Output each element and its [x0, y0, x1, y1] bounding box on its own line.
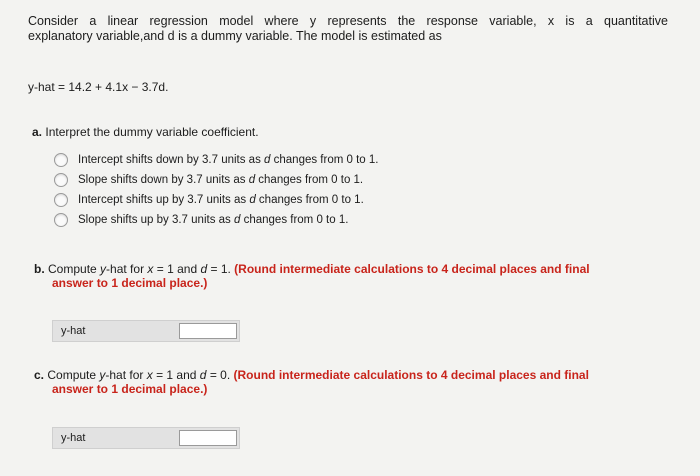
- part-b-answer-input[interactable]: [179, 323, 237, 339]
- intro-word: quantitative: [604, 14, 668, 28]
- radio-button[interactable]: [54, 173, 68, 187]
- rounding-note: (Round intermediate calculations to 4 decimal places and final: [233, 368, 589, 382]
- intro-word: variable,: [489, 14, 537, 28]
- rounding-note-cont: answer to 1 decimal place.): [52, 382, 208, 396]
- intro-word: a: [89, 14, 97, 28]
- intro-word: where: [264, 14, 299, 28]
- option-slope-up[interactable]: [54, 210, 378, 230]
- option-label: Slope shifts down by 3.7 units as d changes from 0 to 1.: [78, 174, 364, 186]
- part-a-text: Interpret the dummy variable coefficient.: [45, 125, 259, 139]
- regression-equation: y-hat = 14.2 + 4.1x − 3.7d.: [28, 80, 169, 94]
- answer-label: y-hat: [61, 432, 86, 444]
- part-c-question: c. Compute y-hat for x = 1 and d = 0. (Round intermediate calculations to 4 decimal places and final answer to 1 decimal place.): [34, 368, 589, 396]
- radio-button[interactable]: [54, 213, 68, 227]
- part-a-question: [32, 125, 259, 139]
- option-label: Slope shifts up by 3.7 units as d changes from 0 to 1.: [78, 214, 349, 226]
- answer-label: y-hat: [61, 325, 86, 337]
- part-b-letter: b.: [34, 262, 45, 276]
- intro-word: model: [219, 14, 254, 28]
- intro-word: y: [309, 14, 317, 28]
- intro-line-1: [28, 14, 668, 29]
- part-a-options: [54, 150, 378, 230]
- part-c-letter: c.: [34, 368, 45, 382]
- option-label: Intercept shifts down by 3.7 units as d changes from 0 to 1.: [78, 154, 379, 166]
- intro-word: regression: [149, 14, 208, 28]
- part-c-answer-row: [52, 427, 240, 449]
- intro-word: linear: [107, 14, 139, 28]
- intro-word: represents: [327, 14, 387, 28]
- intro-word: response: [426, 14, 478, 28]
- intro-word: a: [585, 14, 593, 28]
- option-intercept-down[interactable]: [54, 150, 378, 170]
- radio-button[interactable]: [54, 153, 68, 167]
- part-a-letter: a.: [32, 125, 43, 139]
- intro-word: the: [397, 14, 416, 28]
- intro-word: is: [565, 14, 575, 28]
- problem-intro: [28, 14, 668, 44]
- rounding-note-cont: answer to 1 decimal place.): [52, 276, 208, 290]
- option-intercept-up[interactable]: [54, 190, 378, 210]
- rounding-note: (Round intermediate calculations to 4 decimal places and final: [234, 262, 590, 276]
- intro-word: x: [547, 14, 555, 28]
- intro-line-2: explanatory variable,and d is a dummy variable. The model is estimated as: [28, 29, 442, 43]
- intro-word: Consider: [28, 14, 79, 28]
- part-b-question: b. Compute y-hat for x = 1 and d = 1. (Round intermediate calculations to 4 decimal places and final answer to 1 decimal place.): [34, 262, 590, 290]
- option-label: Intercept shifts up by 3.7 units as d changes from 0 to 1.: [78, 194, 364, 206]
- option-slope-down[interactable]: [54, 170, 378, 190]
- part-b-answer-row: [52, 320, 240, 342]
- radio-button[interactable]: [54, 193, 68, 207]
- part-c-answer-input[interactable]: [179, 430, 237, 446]
